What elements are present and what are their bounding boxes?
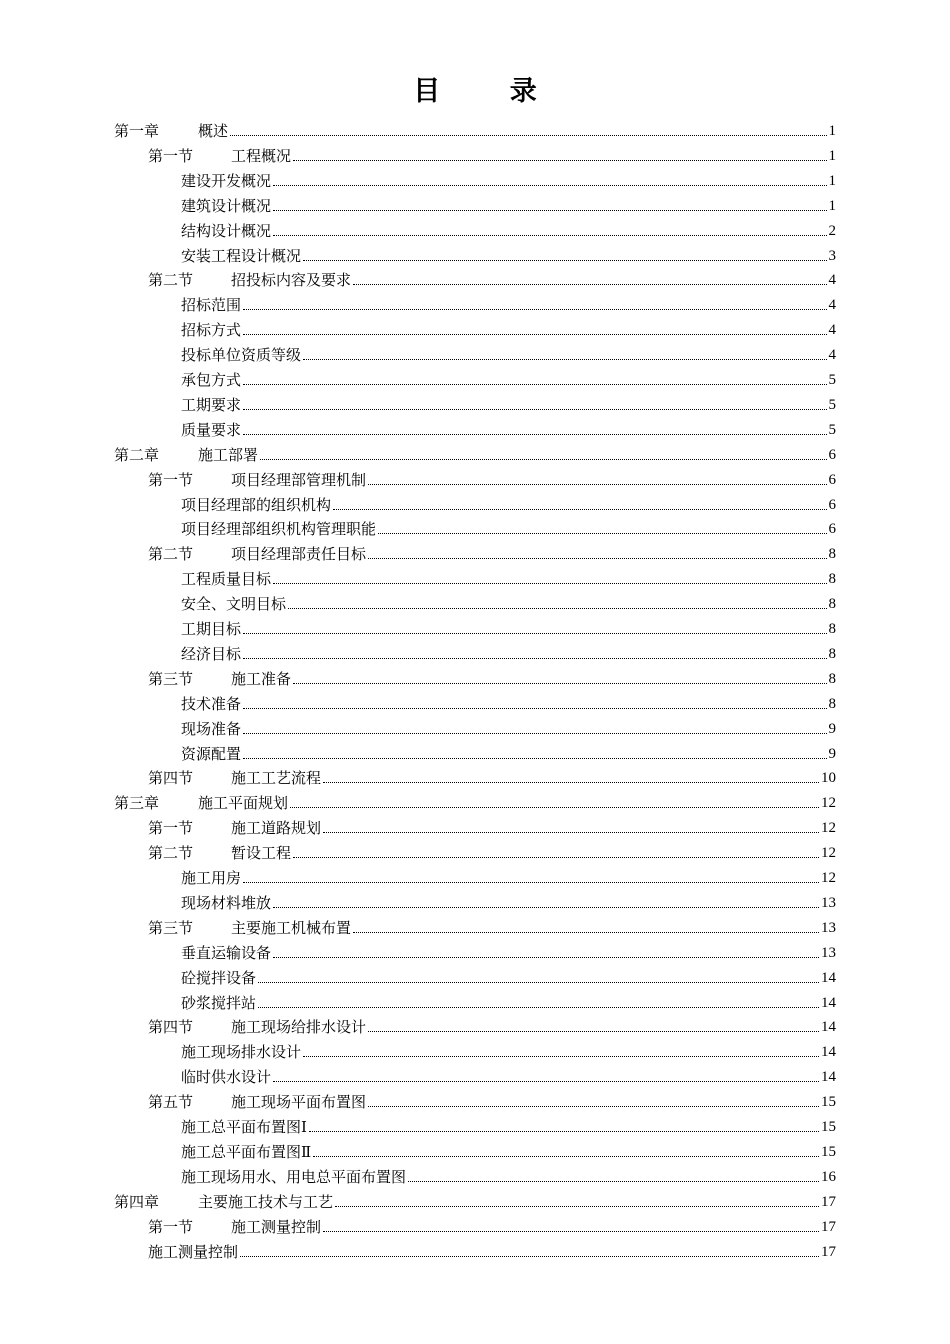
toc-section-entry	[148, 839, 836, 863]
toc-entry-title: 招标范围	[181, 296, 242, 314]
dot-leader	[243, 308, 826, 310]
toc-page-number: 14	[821, 1069, 836, 1085]
toc-chapter-entry	[114, 1188, 836, 1212]
dot-leader	[333, 508, 826, 510]
toc-subsection-entry	[181, 1063, 836, 1087]
dot-leader	[335, 1205, 819, 1207]
toc-subsection-entry	[181, 864, 836, 888]
toc-entry-number: 第四节	[148, 769, 194, 787]
dot-leader	[273, 209, 826, 211]
toc-subsection-entry	[181, 242, 836, 266]
toc-entry-title: 承包方式	[181, 371, 242, 389]
dot-leader	[368, 1105, 819, 1107]
toc-entry-label	[148, 1217, 321, 1237]
toc-title: 目 录	[413, 76, 567, 107]
toc-subsection-entry	[181, 341, 836, 365]
dot-leader	[303, 1055, 819, 1057]
toc-subsection-entry	[181, 740, 836, 764]
toc-entry-title: 安全、文明目标	[181, 595, 287, 613]
toc-subsection-entry	[181, 291, 836, 315]
toc-page-number: 13	[821, 945, 836, 961]
toc-entry-label	[148, 818, 321, 838]
toc-entry-label	[148, 1092, 366, 1112]
toc-entry-title: 施工总平面布置图Ⅱ	[181, 1143, 312, 1161]
toc-subsection-entry	[181, 416, 836, 440]
toc-entry-number: 第二节	[148, 844, 194, 862]
toc-entry-label	[181, 694, 241, 714]
toc-entry-title: 现场材料堆放	[181, 894, 272, 912]
toc-entry-label	[148, 470, 366, 490]
toc-entry-title: 工期目标	[181, 620, 242, 638]
dot-leader	[258, 981, 819, 983]
toc-page-number: 17	[821, 1194, 836, 1210]
toc-entry-label	[148, 146, 291, 166]
toc-page-number: 1	[828, 198, 836, 214]
dot-leader	[303, 259, 826, 261]
toc-page-number: 17	[821, 1219, 836, 1235]
dot-leader	[243, 707, 826, 709]
dot-leader	[290, 806, 819, 808]
toc-entry-title: 施工平面规划	[198, 794, 289, 812]
toc-page-number: 15	[821, 1144, 836, 1160]
toc-entry-title: 砂浆搅拌站	[181, 994, 257, 1012]
toc-page-number: 4	[828, 347, 836, 363]
toc-entry-label	[181, 868, 241, 888]
toc-subsection-entry	[181, 491, 836, 515]
toc-entry-title: 主要施工技术与工艺	[198, 1193, 334, 1211]
toc-page-number: 8	[828, 671, 836, 687]
dot-leader	[243, 732, 826, 734]
toc-page-number: 4	[828, 272, 836, 288]
toc-page-number: 1	[828, 123, 836, 139]
toc-entry-title: 项目经理部的组织机构	[181, 496, 332, 514]
toc-page-number: 1	[828, 173, 836, 189]
toc-entry-label	[181, 1167, 406, 1187]
toc-chapter-entry	[114, 441, 836, 465]
toc-section-entry	[148, 914, 836, 938]
toc-section-entry	[148, 764, 836, 788]
toc-entry-label	[181, 295, 241, 315]
toc-entry-title: 施工现场用水、用电总平面布置图	[181, 1168, 407, 1186]
toc-page-number: 6	[828, 497, 836, 513]
toc-entry-title: 现场准备	[181, 720, 242, 738]
toc-entry-label	[181, 719, 241, 739]
toc-page-number: 16	[821, 1169, 836, 1185]
toc-entry-title: 项目经理部责任目标	[231, 545, 367, 563]
toc-page-number: 12	[821, 795, 836, 811]
toc-entry-label	[181, 345, 301, 365]
toc-entry-title: 施工现场排水设计	[181, 1043, 302, 1061]
toc-entry-label	[181, 594, 286, 614]
toc-entry-title: 暂设工程	[231, 844, 292, 862]
toc-entry-title: 工程概况	[231, 147, 292, 165]
toc-entry-label	[181, 519, 376, 539]
dot-leader	[368, 557, 826, 559]
toc-subsection-entry	[181, 690, 836, 714]
toc-entry-label	[114, 793, 288, 813]
toc-section-entry	[148, 665, 836, 689]
dot-leader	[243, 383, 826, 385]
dot-leader	[273, 184, 826, 186]
toc-page-number: 5	[828, 372, 836, 388]
toc-entry-title: 施工测量控制	[148, 1243, 239, 1261]
toc-subsection-entry	[181, 192, 836, 216]
toc-entry-label	[181, 943, 271, 963]
dot-leader	[293, 682, 826, 684]
toc-entry-title: 施工现场平面布置图	[231, 1093, 367, 1111]
toc-section-entry	[148, 266, 836, 290]
dot-leader	[273, 1080, 819, 1082]
toc-entry-label	[181, 420, 241, 440]
dot-leader	[323, 831, 819, 833]
dot-leader	[273, 234, 826, 236]
toc-entry-number: 第三节	[148, 919, 194, 937]
toc-page-number: 8	[828, 546, 836, 562]
toc-subsection-entry	[181, 615, 836, 639]
toc-section-entry	[148, 814, 836, 838]
toc-entry-number: 第四章	[114, 1193, 160, 1211]
toc-entry-label	[148, 768, 321, 788]
toc-subsection-entry	[181, 715, 836, 739]
toc-page-number: 9	[828, 721, 836, 737]
toc-entry-label	[181, 395, 241, 415]
toc-entry-label	[148, 918, 351, 938]
toc-page-number: 13	[821, 920, 836, 936]
toc-page-number: 12	[821, 870, 836, 886]
toc-entry-label	[181, 993, 256, 1013]
toc-entry-title: 主要施工机械布置	[231, 919, 352, 937]
toc-subsection-entry	[181, 217, 836, 241]
toc-entry-title: 资源配置	[181, 745, 242, 763]
toc-page-number: 10	[821, 770, 836, 786]
toc-entry-title: 结构设计概况	[181, 222, 272, 240]
toc-subsection-entry	[181, 640, 836, 664]
toc-entry-title: 项目经理部管理机制	[231, 471, 367, 489]
toc-page-number: 6	[828, 521, 836, 537]
toc-page-number: 8	[828, 696, 836, 712]
dot-leader	[303, 358, 826, 360]
toc-entry-title: 项目经理部组织机构管理职能	[181, 520, 377, 538]
toc-entry-label	[148, 1242, 238, 1262]
toc-entry-title: 建设开发概况	[181, 172, 272, 190]
toc-entry-number: 第二节	[148, 271, 194, 289]
toc-page-number: 5	[828, 422, 836, 438]
toc-page-number: 15	[821, 1119, 836, 1135]
toc-entry-title: 施工工艺流程	[231, 769, 322, 787]
toc-page-number: 14	[821, 995, 836, 1011]
toc-entry-title: 技术准备	[181, 695, 242, 713]
toc-section-entry	[148, 1013, 836, 1037]
toc-entry-title: 安装工程设计概况	[181, 247, 302, 265]
toc-entry-title: 招投标内容及要求	[231, 271, 352, 289]
dot-leader	[353, 283, 826, 285]
toc-entry-label	[181, 644, 241, 664]
dot-leader	[260, 458, 826, 460]
toc-entry-title: 施工现场给排水设计	[231, 1018, 367, 1036]
toc-entry-title: 垂直运输设备	[181, 944, 272, 962]
toc-page-number: 14	[821, 1044, 836, 1060]
toc-entry-label	[181, 1117, 307, 1137]
toc-entry-number: 第五节	[148, 1093, 194, 1111]
dot-leader	[288, 607, 826, 609]
toc-entry-number: 第三节	[148, 670, 194, 688]
toc-subsection-entry	[181, 167, 836, 191]
toc-page-number: 2	[828, 223, 836, 239]
toc-page-number: 6	[828, 447, 836, 463]
dot-leader	[378, 532, 826, 534]
toc-entry-number: 第一节	[148, 147, 194, 165]
dot-leader	[408, 1180, 819, 1182]
dot-leader	[323, 1230, 819, 1232]
toc-page-number: 12	[821, 820, 836, 836]
toc-entry-title: 质量要求	[181, 421, 242, 439]
dot-leader	[309, 1130, 819, 1132]
toc-entry-title: 施工总平面布置图Ⅰ	[181, 1118, 307, 1136]
toc-entry-label	[181, 1067, 271, 1087]
dot-leader	[368, 483, 826, 485]
dot-leader	[313, 1155, 819, 1157]
dot-leader	[273, 906, 819, 908]
toc-subsection-entry	[181, 565, 836, 589]
toc-subsection-entry	[181, 1113, 836, 1137]
toc-entry-label	[148, 669, 291, 689]
toc-entry-label	[181, 619, 241, 639]
toc-subsection-entry	[181, 1138, 836, 1162]
dot-leader	[323, 781, 819, 783]
dot-leader	[258, 1006, 819, 1008]
toc-section-entry	[148, 1088, 836, 1112]
toc-entry-number: 第一节	[148, 1218, 194, 1236]
toc-entry-label	[181, 320, 241, 340]
toc-entry-label	[181, 370, 241, 390]
toc-entry-label	[181, 495, 331, 515]
toc-entry-label	[148, 544, 366, 564]
dot-leader	[243, 632, 826, 634]
toc-page-number: 14	[821, 1019, 836, 1035]
dot-leader	[293, 856, 819, 858]
toc-subsection-entry	[181, 989, 836, 1013]
toc-page-number: 8	[828, 596, 836, 612]
toc-page-number: 4	[828, 322, 836, 338]
toc-page-number: 1	[828, 148, 836, 164]
toc-entry-label	[114, 445, 258, 465]
toc-entry-label	[148, 843, 291, 863]
toc-subsection-entry	[181, 366, 836, 390]
toc-page-number: 14	[821, 970, 836, 986]
toc-entry-number: 第一节	[148, 471, 194, 489]
toc-entry-number: 第四节	[148, 1018, 194, 1036]
toc-entry-label	[148, 270, 351, 290]
toc-entry-title: 临时供水设计	[181, 1068, 272, 1086]
toc-entry-title: 施工用房	[181, 869, 242, 887]
toc-entry-title: 施工准备	[231, 670, 292, 688]
toc-entry-label	[181, 1042, 301, 1062]
toc-entry-label	[114, 121, 228, 141]
dot-leader	[243, 333, 826, 335]
toc-page-number: 9	[828, 746, 836, 762]
toc-subsection-entry	[181, 939, 836, 963]
toc-entry-label	[181, 968, 256, 988]
toc-entry-label	[181, 1142, 311, 1162]
dot-leader	[243, 657, 826, 659]
toc-entry-title: 施工部署	[198, 446, 259, 464]
toc-entry-label	[181, 171, 271, 191]
toc-page-number: 12	[821, 845, 836, 861]
toc-entry-title: 概述	[198, 122, 229, 140]
toc-entry-label	[181, 893, 271, 913]
dot-leader	[293, 159, 826, 161]
dot-leader	[243, 881, 819, 883]
toc-page-number: 5	[828, 397, 836, 413]
toc-entry-label	[181, 569, 271, 589]
toc-entry-label	[114, 1192, 333, 1212]
dot-leader	[243, 433, 826, 435]
dot-leader	[240, 1255, 819, 1257]
toc-entry-title: 投标单位资质等级	[181, 346, 302, 364]
toc-subsection-entry	[181, 1038, 836, 1062]
toc-subsection-entry	[181, 391, 836, 415]
toc-page-number: 8	[828, 621, 836, 637]
toc-entry-label	[181, 246, 301, 266]
toc-page-number: 8	[828, 571, 836, 587]
toc-entry-label	[148, 1017, 366, 1037]
toc-subsection-entry	[181, 515, 836, 539]
dot-leader	[273, 582, 826, 584]
dot-leader	[243, 408, 826, 410]
toc-page-number: 15	[821, 1094, 836, 1110]
toc-section-entry	[148, 466, 836, 490]
toc-entry-title: 经济目标	[181, 645, 242, 663]
toc-subsection-entry	[181, 889, 836, 913]
dot-leader	[243, 757, 826, 759]
toc-entry-number: 第二章	[114, 446, 160, 464]
dot-leader	[230, 134, 826, 136]
dot-leader	[368, 1030, 819, 1032]
toc-entry-title: 建筑设计概况	[181, 197, 272, 215]
toc-entry-label	[181, 221, 271, 241]
toc-page-number: 4	[828, 297, 836, 313]
toc-entry-title: 工程质量目标	[181, 570, 272, 588]
toc-subsection-entry	[148, 1238, 836, 1262]
toc-chapter-entry	[114, 789, 836, 813]
toc-entry-title: 施工测量控制	[231, 1218, 322, 1236]
toc-section-entry	[148, 142, 836, 166]
toc-subsection-entry	[181, 316, 836, 340]
toc-page-number: 17	[821, 1244, 836, 1260]
toc-page-number: 3	[828, 248, 836, 264]
toc-entry-title: 招标方式	[181, 321, 242, 339]
toc-entry-number: 第二节	[148, 545, 194, 563]
toc-entry-title: 砼搅拌设备	[181, 969, 257, 987]
toc-subsection-entry	[181, 1163, 836, 1187]
toc-section-entry	[148, 540, 836, 564]
toc-subsection-entry	[181, 590, 836, 614]
toc-entry-label	[181, 744, 241, 764]
dot-leader	[353, 931, 819, 933]
toc-entry-label	[181, 196, 271, 216]
toc-page-number: 6	[828, 472, 836, 488]
dot-leader	[273, 956, 819, 958]
toc-page-number: 8	[828, 646, 836, 662]
toc-subsection-entry	[181, 964, 836, 988]
toc-section-entry	[148, 1213, 836, 1237]
toc-entry-title: 施工道路规划	[231, 819, 322, 837]
toc-entry-number: 第三章	[114, 794, 160, 812]
toc-page-number: 13	[821, 895, 836, 911]
toc-entry-title: 工期要求	[181, 396, 242, 414]
toc-chapter-entry	[114, 117, 836, 141]
toc-entry-number: 第一章	[114, 122, 160, 140]
toc-entry-number: 第一节	[148, 819, 194, 837]
